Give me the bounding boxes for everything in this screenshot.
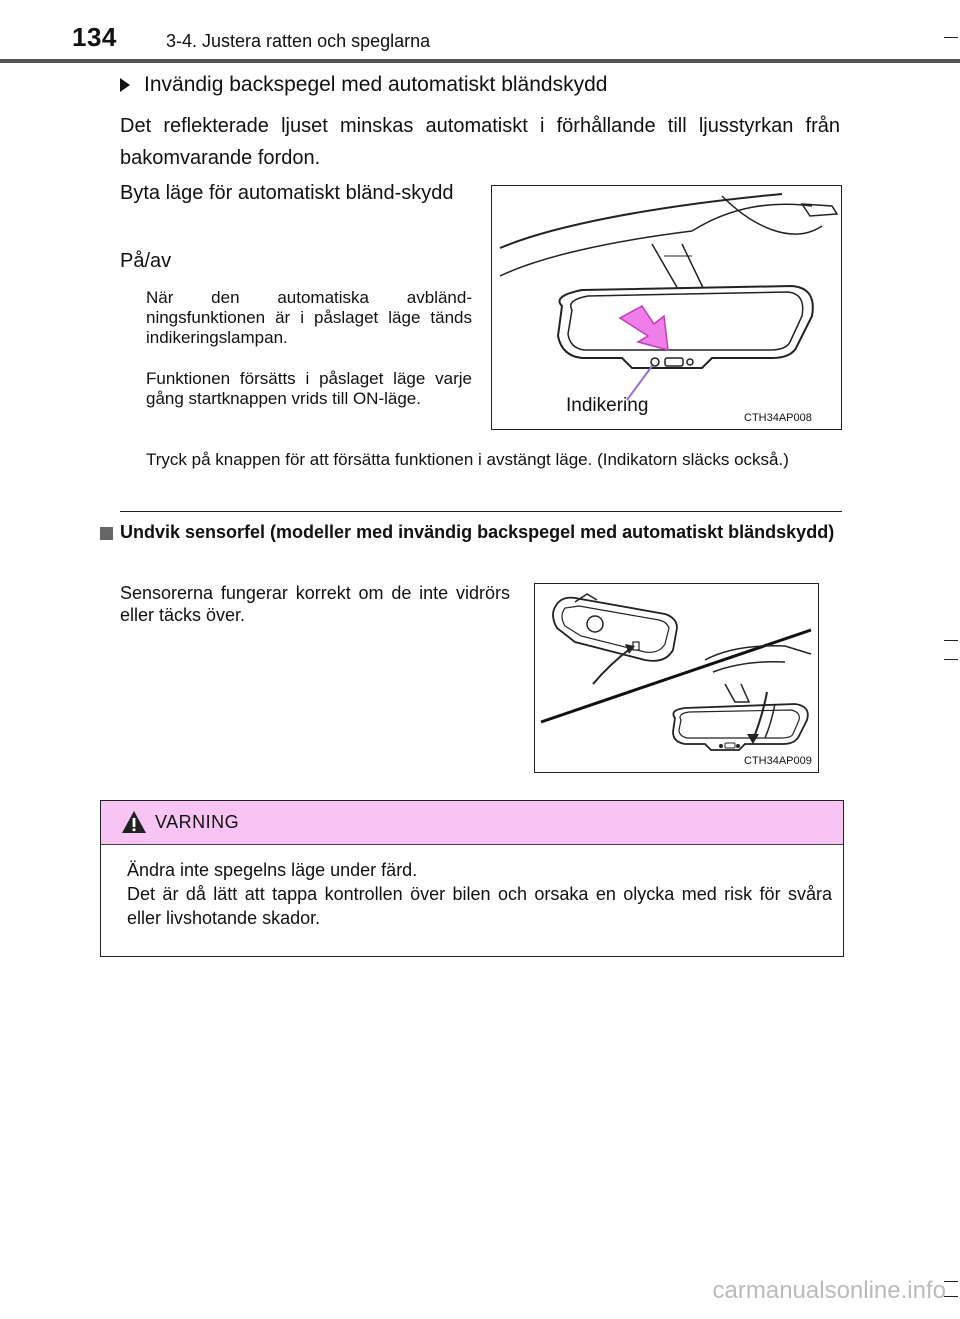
figure-code: CTH34AP009 xyxy=(744,755,812,767)
crop-mark xyxy=(944,659,958,660)
sensor-heading: Undvik sensorfel (modeller med invändig backspegel med automatiskt bländskydd) xyxy=(120,522,835,542)
mirror-indicator-illustration xyxy=(492,186,841,429)
indikering-label: Indikering xyxy=(566,395,649,416)
section-divider xyxy=(120,511,842,512)
crop-mark xyxy=(944,640,958,641)
warning-box xyxy=(100,800,844,957)
warning-line-1: Ändra inte spegelns läge under färd. xyxy=(127,860,418,880)
on-off-label: På/av xyxy=(120,250,172,272)
para-start-button: Funktionen försätts i påslaget läge varje gång startknappen vrids till ON-läge. xyxy=(146,369,472,408)
warning-line-2: Det är då lätt att tappa kontrollen över bilen och orsaka en olycka med risk för svåra eller livshotande skador. xyxy=(127,884,832,928)
square-bullet-icon xyxy=(100,527,113,540)
mode-title: Byta läge för automatiskt bländ-skydd xyxy=(120,182,454,204)
para-turn-off: Tryck på knappen för att försätta funktionen i avstängt läge. (Indikatorn släcks också.) xyxy=(146,450,789,469)
sensor-figure xyxy=(534,583,819,773)
auto-dim-heading-text: Invändig backspegel med automatiskt bländskydd xyxy=(144,73,608,96)
auto-dim-heading xyxy=(120,73,607,97)
para-indicator-lamp: När den automatiska avbländ-ningsfunktionen är i påslaget läge tänds indikeringslampan. xyxy=(146,288,472,347)
warning-text xyxy=(127,858,832,930)
crop-mark xyxy=(944,37,958,38)
section-title: 3-4. Justera ratten och speglarna xyxy=(166,31,431,51)
sensor-text: Sensorerna fungerar korrekt om de inte vidrörs eller täcks över. xyxy=(120,583,510,625)
footer-watermark: carmanualsonline.info xyxy=(712,1277,946,1304)
figure-code: CTH34AP008 xyxy=(744,412,812,424)
header-rule xyxy=(0,59,960,63)
crop-mark xyxy=(944,1281,958,1282)
sensor-illustration xyxy=(535,584,818,772)
mirror-indicator-figure xyxy=(491,185,842,430)
triangle-bullet-icon xyxy=(120,78,130,92)
page-number: 134 xyxy=(72,22,117,52)
auto-dim-intro: Det reflekterade ljuset minskas automatiskt i förhållande till ljusstyrkan från bakomvarande fordon. xyxy=(120,115,840,169)
warning-triangle-icon xyxy=(121,810,147,834)
warning-header xyxy=(101,801,843,845)
crop-mark xyxy=(944,1296,958,1297)
warning-label: VARNING xyxy=(155,812,240,832)
